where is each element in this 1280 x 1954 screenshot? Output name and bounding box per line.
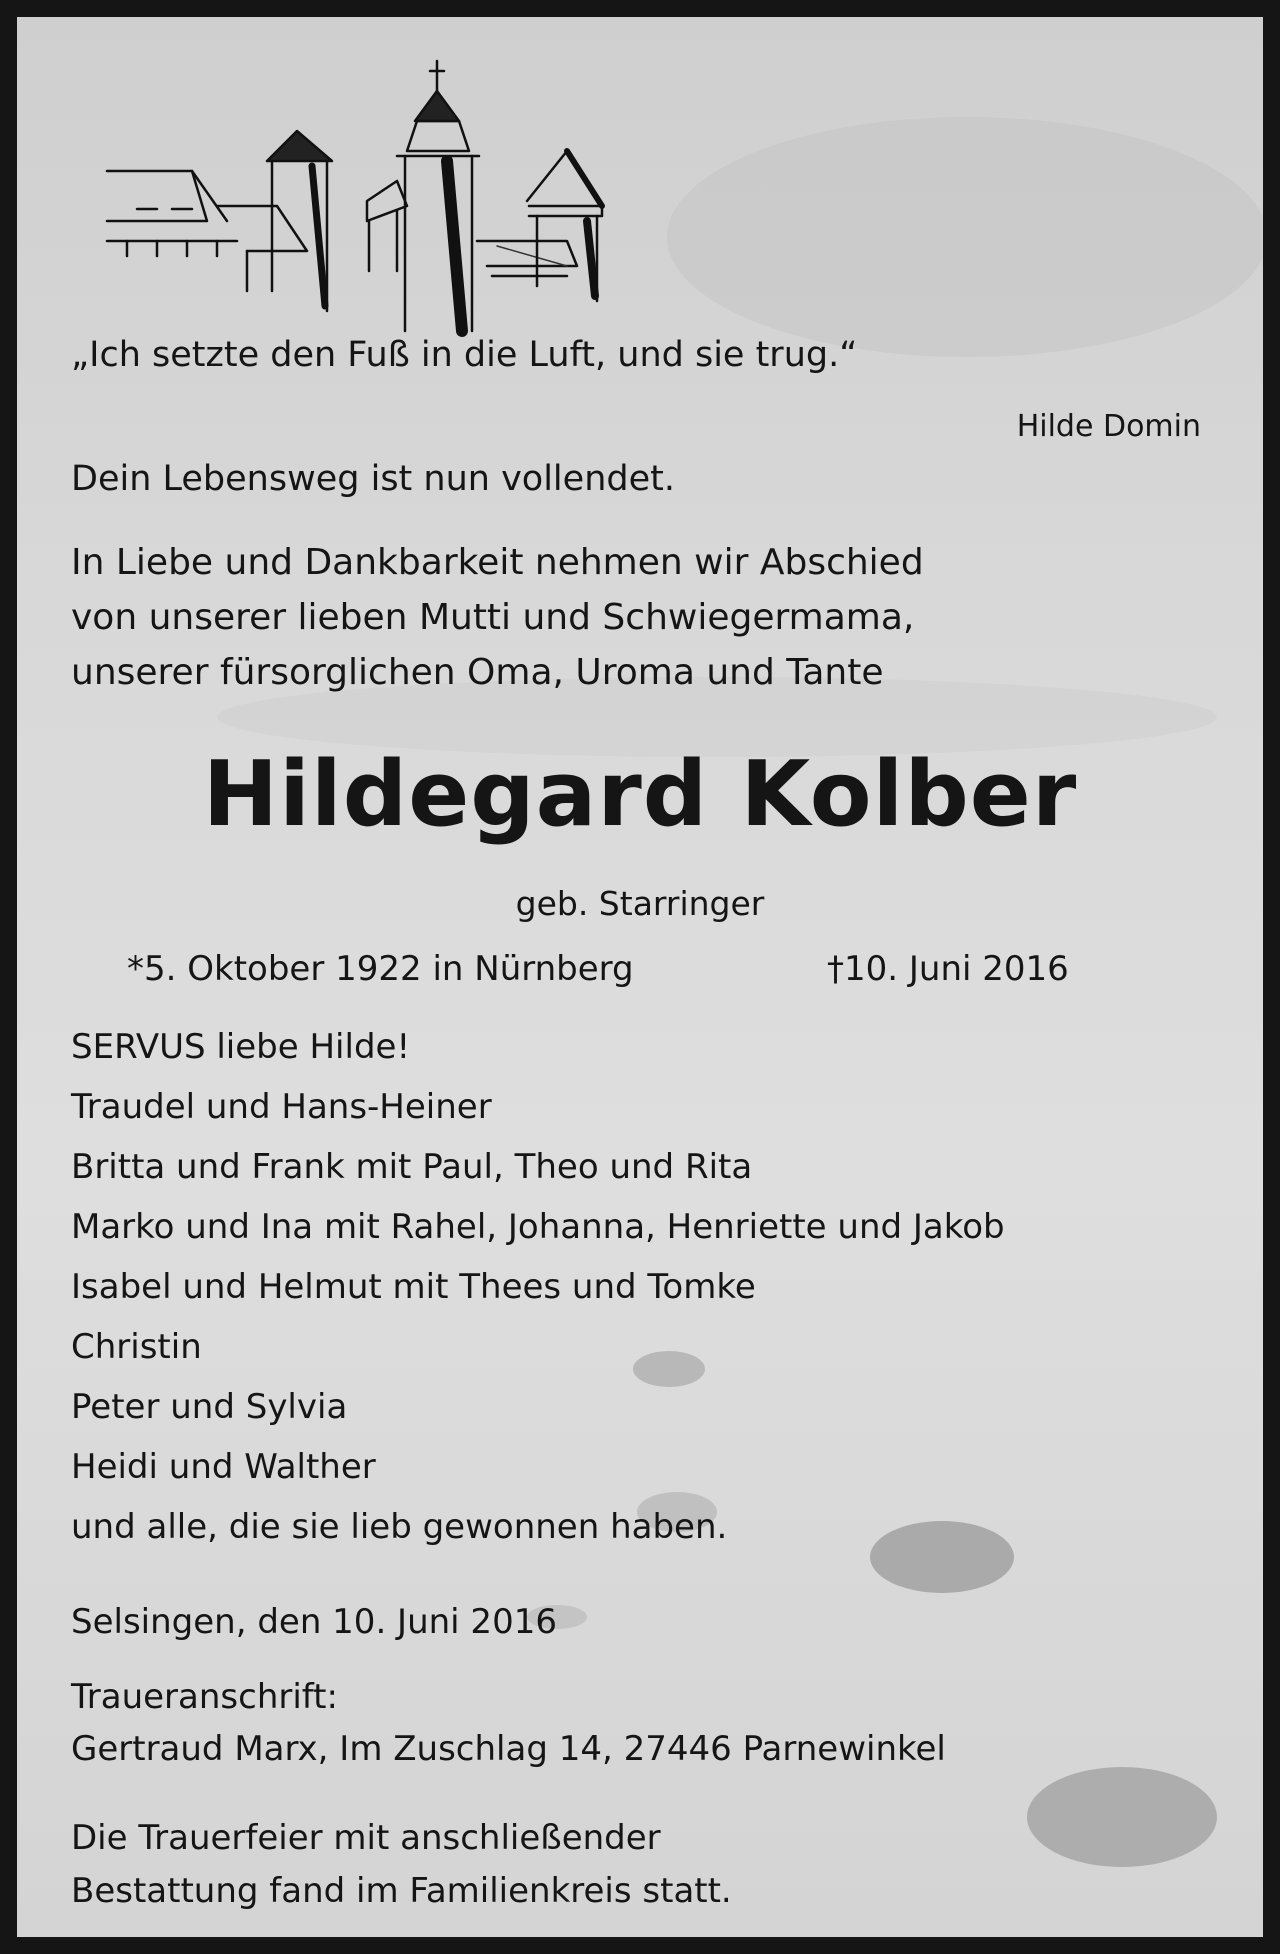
death-date: †10. Juni 2016 — [827, 949, 1069, 989]
birth-name: geb. Starringer — [515, 884, 765, 923]
deceased-name: Hildegard Kolber — [202, 742, 1078, 847]
mourner-line: SERVUS liebe Hilde! — [71, 1027, 411, 1067]
castle-sketch-illustration — [97, 41, 717, 341]
address-label: Traueranschrift: — [71, 1677, 338, 1717]
mourner-line: Isabel und Helmut mit Thees und Tomke — [71, 1267, 756, 1307]
mourners-list — [71, 1027, 1005, 1567]
quote-text: „Ich setzte den Fuß in die Luft, und sie trug.“ — [71, 335, 858, 375]
ceremony-line: Bestattung fand im Familienkreis statt. — [71, 1871, 732, 1911]
place-date: Selsingen, den 10. Juni 2016 — [71, 1602, 557, 1642]
intro-line: In Liebe und Dankbarkeit nehmen wir Abschied — [71, 542, 924, 583]
mourner-line: Christin — [71, 1327, 202, 1367]
mourner-line: Peter und Sylvia — [71, 1387, 348, 1427]
intro-line: unserer fürsorglichen Oma, Uroma und Tante — [71, 652, 884, 693]
mourner-line: Traudel und Hans-Heiner — [71, 1087, 492, 1127]
opening-line: Dein Lebensweg ist nun vollendet. — [71, 459, 675, 499]
birth-date: *5. Oktober 1922 in Nürnberg — [127, 949, 634, 989]
ceremony-line: Die Trauerfeier mit anschließender — [71, 1818, 661, 1858]
quote-author: Hilde Domin — [1016, 409, 1201, 444]
mourner-line: Marko und Ina mit Rahel, Johanna, Henriette und Jakob — [71, 1207, 1005, 1247]
intro-paragraph — [71, 535, 924, 700]
mourning-address: Gertraud Marx, Im Zuschlag 14, 27446 Parnewinkel — [71, 1729, 946, 1769]
ceremony-note — [71, 1812, 732, 1918]
obituary-notice — [17, 17, 1263, 1937]
intro-line: von unserer lieben Mutti und Schwiegermama, — [71, 597, 915, 638]
mourner-line: Heidi und Walther — [71, 1447, 376, 1487]
mourner-line: und alle, die sie lieb gewonnen haben. — [71, 1507, 728, 1547]
mourner-line: Britta und Frank mit Paul, Theo und Rita — [71, 1147, 753, 1187]
